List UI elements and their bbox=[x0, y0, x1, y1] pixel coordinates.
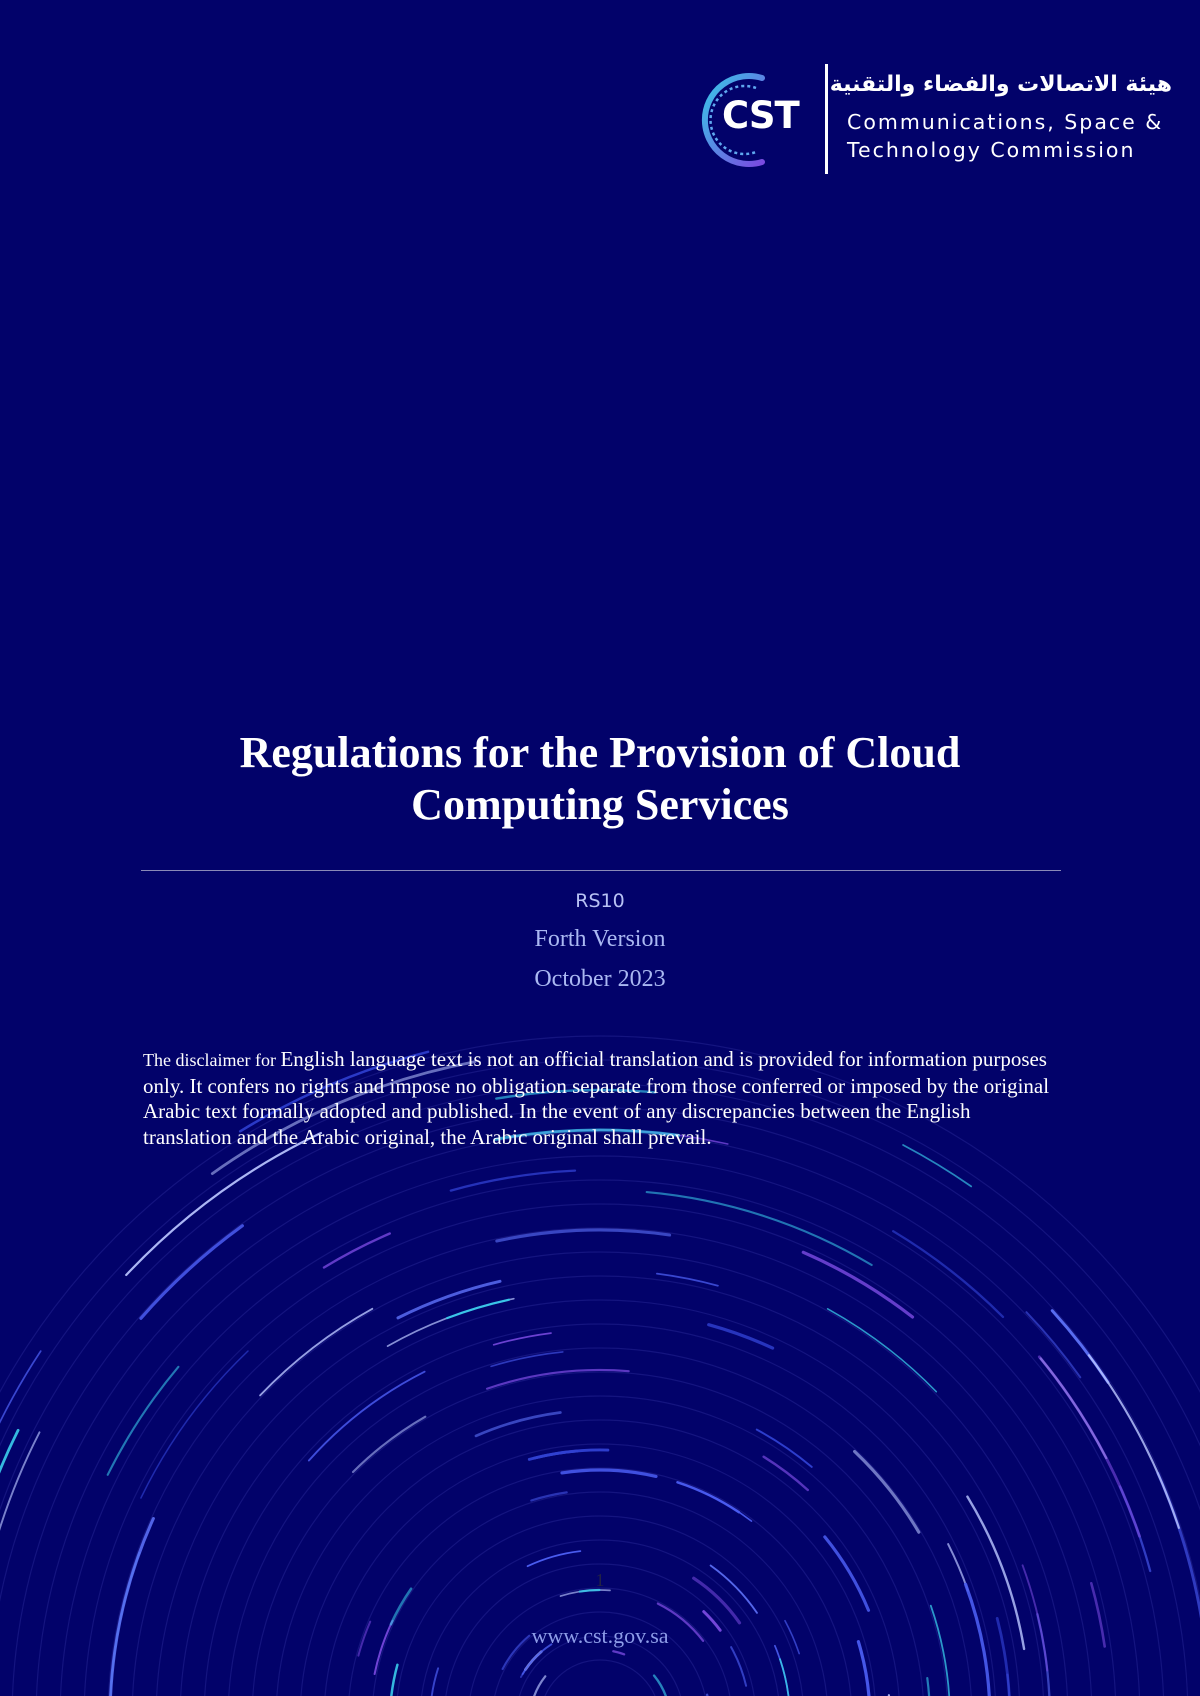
swirl-arc bbox=[487, 1370, 629, 1389]
swirl-arc bbox=[141, 1226, 243, 1319]
swirl-arc bbox=[1039, 1357, 1139, 1536]
document-version: Forth Version bbox=[534, 926, 666, 952]
org-name-line-2: Technology Commission bbox=[847, 138, 1136, 162]
document-title bbox=[100, 727, 1100, 831]
swirl-arc bbox=[1158, 1473, 1200, 1628]
swirl-arc bbox=[678, 1482, 739, 1512]
logo-wordmark: CST bbox=[722, 94, 799, 137]
swirl-arc bbox=[613, 1651, 624, 1654]
swirl-arc bbox=[110, 1519, 153, 1696]
document-title-line-1: Regulations for the Provision of Cloud bbox=[239, 728, 961, 777]
org-name-english bbox=[847, 108, 1163, 164]
swirl-arc bbox=[531, 1492, 566, 1500]
title-divider bbox=[141, 870, 1061, 871]
website-link[interactable]: www.cst.gov.sa bbox=[531, 1623, 669, 1648]
org-name-arabic: هيئة الاتصالات والفضاء والتقنية bbox=[829, 72, 1172, 97]
swirl-arc bbox=[529, 1450, 608, 1459]
swirl-arc bbox=[757, 1430, 812, 1467]
swirl-arc bbox=[391, 1665, 397, 1696]
disclaimer-lead: The disclaimer for bbox=[143, 1050, 281, 1070]
swirl-arc bbox=[657, 1274, 718, 1286]
swirl-arc bbox=[309, 1372, 425, 1461]
swirl-arc bbox=[491, 1352, 563, 1367]
swirl-arc bbox=[1041, 1359, 1107, 1459]
cst-logo bbox=[700, 64, 1180, 176]
swirl-arc bbox=[398, 1281, 500, 1318]
org-name-line-1: Communications, Space & bbox=[847, 110, 1164, 134]
document-title-line-2: Computing Services bbox=[411, 780, 789, 829]
swirl-arc bbox=[893, 1231, 1003, 1317]
swirl-arc bbox=[858, 1642, 870, 1696]
disclaimer-text bbox=[143, 1047, 1063, 1150]
disclaimer-body: English language text is not an official translation and is provided for information purposes only. It confers no rights and impose no obligation separate from those conferred or imposed by the original Arabic text formally adopted and published. In the event of any discrepancies between the English translation and the Arabic original, the Arabic original shall prevail. bbox=[143, 1047, 1050, 1149]
swirl-arc bbox=[141, 1351, 248, 1498]
swirl-arc bbox=[927, 1678, 930, 1696]
swirl-arc bbox=[126, 1133, 321, 1275]
swirl-arc bbox=[497, 1230, 670, 1241]
swirl-arc bbox=[260, 1309, 372, 1396]
swirl-arc bbox=[780, 1659, 789, 1696]
swirl-arc bbox=[388, 1299, 514, 1346]
swirl-arc bbox=[447, 1300, 509, 1318]
swirl-arc bbox=[532, 1676, 545, 1696]
document-date: October 2023 bbox=[534, 966, 666, 992]
swirl-arc bbox=[654, 1676, 666, 1696]
swirl-arc bbox=[855, 1452, 919, 1533]
swirl-arc bbox=[731, 1647, 746, 1686]
page-number: 1 bbox=[595, 1570, 605, 1590]
swirl-arc bbox=[431, 1668, 439, 1696]
logo-divider bbox=[825, 64, 828, 174]
swirl-arc bbox=[0, 1430, 18, 1531]
swirl-arc bbox=[709, 1325, 773, 1348]
swirl-arc bbox=[1089, 1355, 1179, 1528]
swirl-arc bbox=[494, 1333, 551, 1345]
swirl-arc bbox=[528, 1551, 581, 1566]
swirl-arc bbox=[391, 1589, 411, 1625]
document-code: RS10 bbox=[575, 890, 625, 912]
